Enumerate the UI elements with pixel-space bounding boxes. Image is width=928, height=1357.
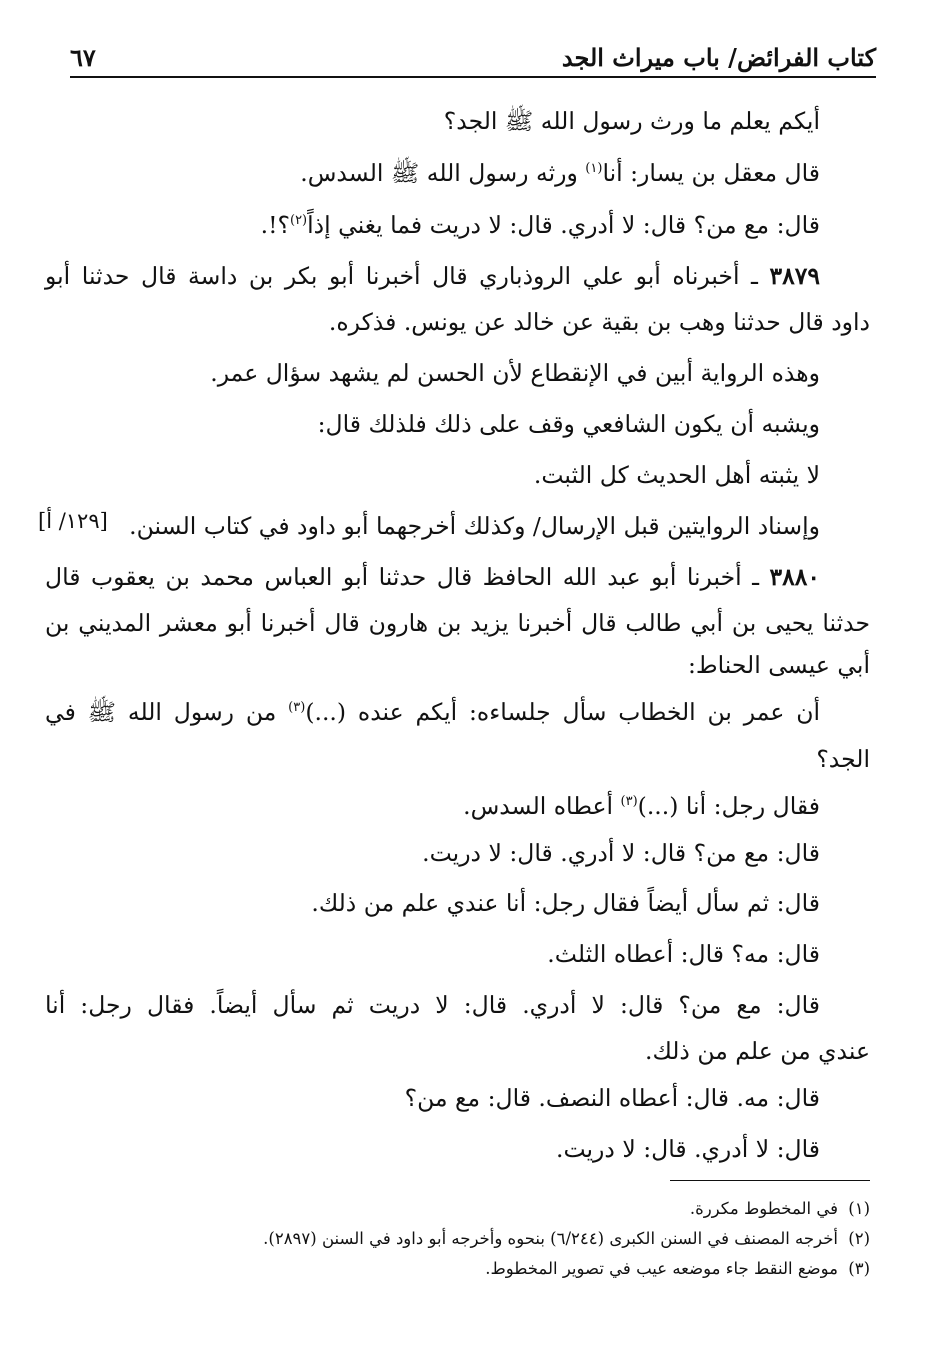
text-span: قال: مع من؟ قال: لا أدري. قال: لا دريت فما يغني إذاً	[307, 211, 820, 239]
hadith-heading-3879	[45, 257, 820, 295]
footnote-text: أخرجه المصنف في السنن الكبرى (٦/٢٤٤) بنحوه وأخرجه أبو داود في السنن (٢٨٩٧).	[263, 1229, 838, 1248]
footnote-number: (٢)	[848, 1229, 870, 1248]
text-span: عندي من علم من ذلك.	[644, 1037, 870, 1065]
hadith-number: ٣٨٧٩	[769, 262, 820, 290]
text-line	[45, 604, 870, 642]
text-line	[45, 154, 820, 192]
text-span: أن عمر بن الخطاب سأل جلساءه: أيكم عنده (...)	[305, 698, 820, 726]
text-line	[45, 935, 820, 973]
text-line	[45, 102, 820, 140]
text-line	[45, 1079, 820, 1117]
text-line	[45, 787, 820, 825]
footnote-number: (١)	[848, 1199, 870, 1218]
text-line	[45, 834, 820, 872]
text-line	[45, 456, 820, 494]
text-line	[45, 405, 820, 443]
text-span: أبي عيسى الحناط:	[687, 651, 870, 679]
text-span: داود قال حدثنا وهب بن بقية عن خالد عن يونس. فذكره.	[328, 308, 870, 336]
text-span: قال: لا أدري. قال: لا دريت.	[555, 1135, 820, 1163]
footnote	[100, 1196, 870, 1222]
text-span: من رسول الله ﷺ في	[45, 698, 289, 726]
footnote	[100, 1256, 870, 1282]
running-head: كتاب الفرائض/ باب ميراث الجد	[561, 43, 876, 72]
text-line	[45, 303, 870, 341]
footnote-ref[interactable]: (٣)	[620, 794, 638, 810]
text-span: قال: مه؟ قال: أعطاه الثلث.	[547, 940, 820, 968]
text-span: أيكم يعلم ما ورث رسول الله ﷺ الجد؟	[443, 107, 820, 135]
text-span: وهذه الرواية أبين في الإنقطاع لأن الحسن لم يشهد سؤال عمر.	[210, 359, 820, 387]
hadith-heading-3880	[45, 558, 820, 596]
text-line	[45, 740, 870, 778]
footnote-number: (٣)	[848, 1259, 870, 1278]
page-number: ٦٧	[70, 43, 96, 72]
footnote-ref[interactable]: (٣)	[288, 700, 306, 716]
text-line	[45, 507, 820, 545]
text-span: أعطاه السدس.	[463, 792, 621, 820]
text-line	[45, 646, 870, 684]
footnote-ref[interactable]: (١)	[585, 161, 603, 177]
text-span: لا يثبته أهل الحديث كل الثبت.	[533, 461, 820, 489]
text-span: الجد؟	[816, 745, 870, 773]
text-line	[45, 354, 820, 392]
hadith-number: ٣٨٨٠	[769, 563, 820, 591]
text-line	[45, 206, 820, 244]
text-span: قال: مع من؟ قال: لا أدري. قال: لا دريت.	[422, 839, 820, 867]
text-span: فقال رجل: أنا (...)	[637, 792, 820, 820]
text-span: وإسناد الروايتين قبل الإرسال/ وكذلك أخرجهما أبو داود في كتاب السنن.	[129, 512, 820, 540]
text-line	[45, 986, 820, 1024]
text-line	[45, 1032, 870, 1070]
text-span: ورثه رسول الله ﷺ السدس.	[300, 159, 586, 187]
text-span: ويشبه أن يكون الشافعي وقف على ذلك فلذلك قال:	[317, 410, 820, 438]
footnote-ref[interactable]: (٢)	[289, 213, 308, 229]
text-line	[45, 1130, 820, 1168]
text-span: قال: مه. قال: أعطاه النصف. قال: مع من؟	[404, 1084, 820, 1112]
page-header	[70, 26, 876, 78]
text-span: ـ أخبرنا أبو عبد الله الحافظ قال حدثنا أبو العباس محمد بن يعقوب قال	[45, 563, 770, 591]
text-span: قال: مع من؟ قال: لا أدري. قال: لا دريت ثم سأل أيضاً. فقال رجل: أنا	[45, 991, 820, 1019]
text-line	[45, 693, 820, 731]
text-line	[45, 884, 820, 922]
footnote-separator	[670, 1180, 870, 1181]
footnote-text: في المخطوط مكررة.	[689, 1199, 838, 1218]
text-span: قال معقل بن يسار: أنا	[602, 159, 820, 187]
text-span: قال: ثم سأل أيضاً فقال رجل: أنا عندي علم من ذلك.	[311, 889, 820, 917]
footnote-text: موضع النقط جاء موضعه عيب في تصوير المخطوط.	[485, 1259, 838, 1278]
text-span: ـ أخبرناه أبو علي الروذباري قال أخبرنا أبو بكر بن داسة قال حدثنا أبو	[45, 262, 770, 290]
text-span: ؟!.	[260, 211, 290, 239]
text-span: حدثنا يحيى بن أبي طالب قال أخبرنا يزيد بن هارون قال أخبرنا أبو معشر المديني بن	[45, 609, 870, 637]
marginal-folio-marker: [١٢٩/ أ]	[38, 509, 108, 533]
footnote	[100, 1226, 870, 1252]
